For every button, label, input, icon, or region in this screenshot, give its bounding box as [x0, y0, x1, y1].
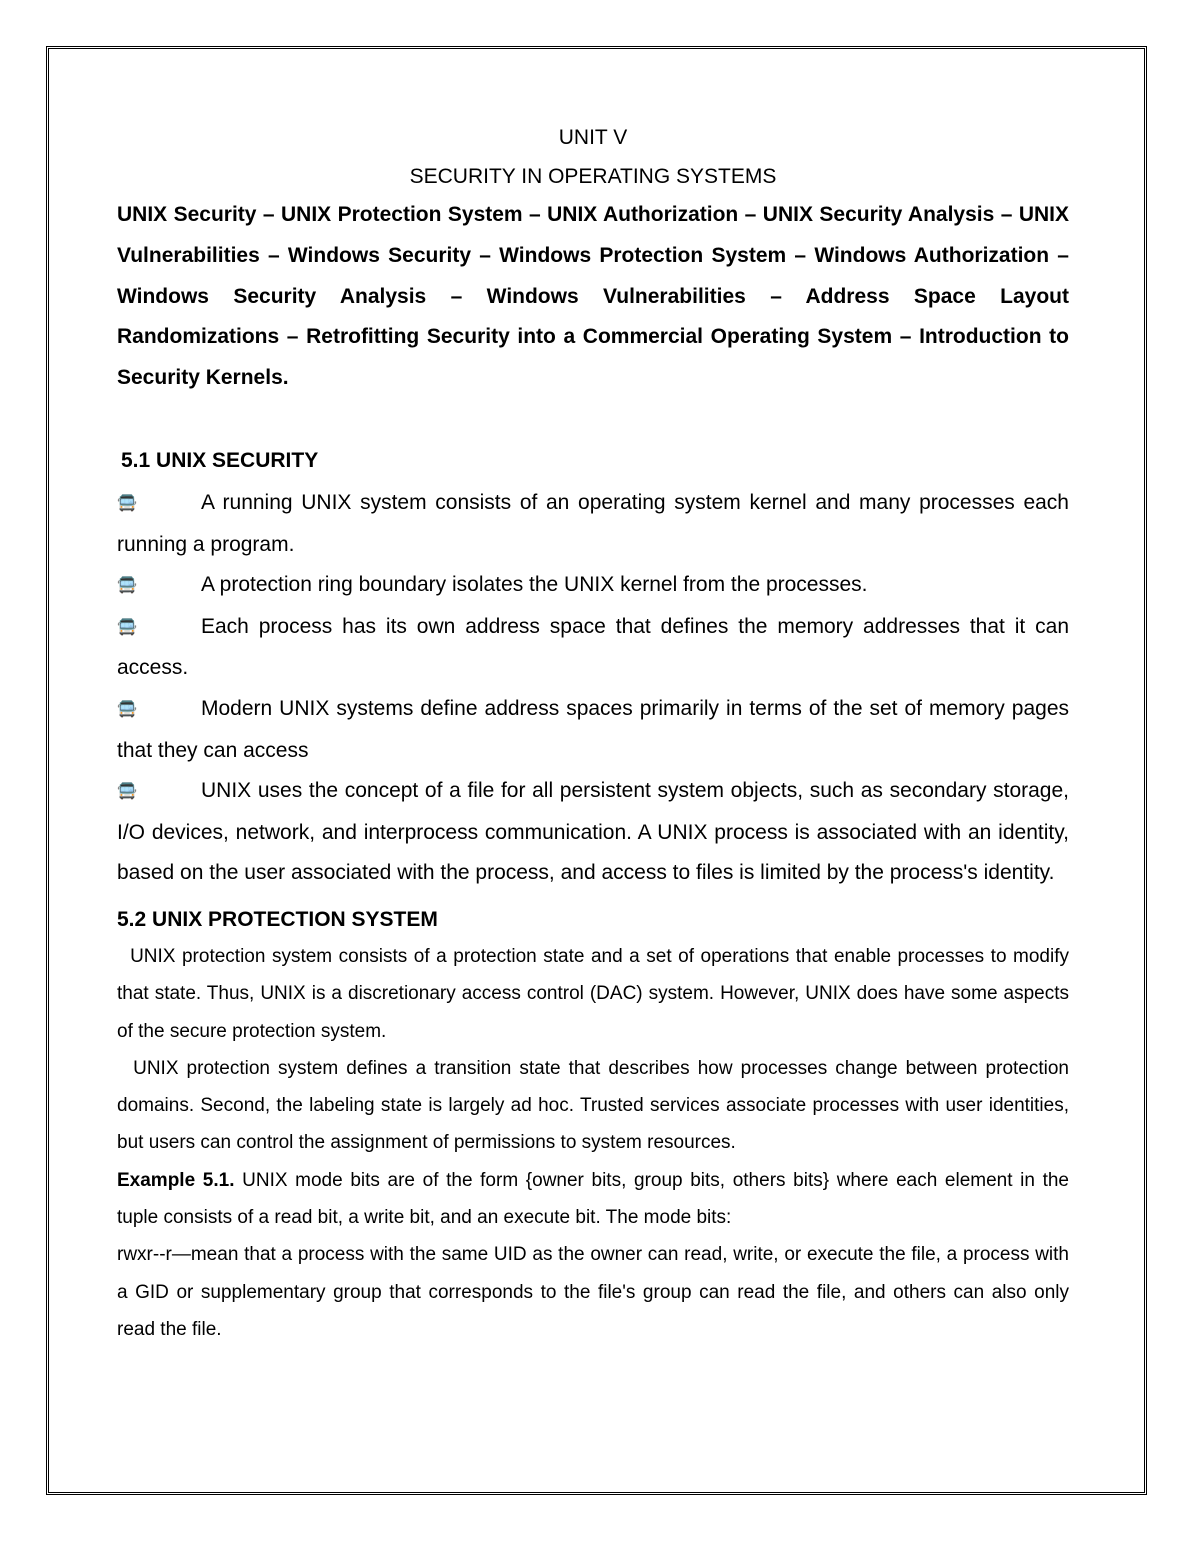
unit-subtitle: SECURITY IN OPERATING SYSTEMS: [409, 165, 777, 188]
list-item: [117, 483, 1069, 565]
example-paragraph: [117, 1162, 1069, 1237]
list-item: [117, 771, 1069, 894]
bullet-text: A protection ring boundary isolates the UNIX kernel from the processes.: [201, 573, 868, 597]
bullet-text: UNIX uses the concept of a file for all persistent system objects, such as secondary storage, I/O devices, network, and interprocess communication. A UNIX process is associated with an identity, based on the user associated with the process, and access to files is limited by the process's identity.: [117, 779, 1069, 885]
protection-system-paragraph: [117, 938, 1069, 1050]
syllabus-topics: UNIX Security – UNIX Protection System – UNIX Authorization – UNIX Security Analysis – UNIX Vulnerabilities – Windows Security – Windows Protection System – Windows Authorization – Windows Security Analysis – Windows Vulnerabilities – Address Space Layout Randomizations – Retrofitting Security into a Commercial Operating System – Introduction to Security Kernels.: [117, 203, 1069, 390]
bus-icon: 🚍: [117, 700, 137, 718]
bus-icon: 🚍: [117, 494, 137, 512]
paragraph-text: UNIX protection system defines a transition state that describes how processes change between protection domains. Second, the labeling state is largely ad hoc. Trusted services associate processes with user identities, but users can control the assignment of permissions to system resources.: [117, 1057, 1069, 1154]
transition-state-paragraph: [117, 1050, 1069, 1162]
example-text: UNIX mode bits are of the form {owner bits, group bits, others bits} where each element in the tuple consists of a read bit, a write bit, and an execute bit. The mode bits:: [117, 1169, 1069, 1228]
list-item: [117, 689, 1069, 771]
bullet-text: Each process has its own address space that defines the memory addresses that it can access.: [117, 614, 1069, 680]
bus-icon: 🚍: [117, 783, 137, 801]
list-item: [117, 607, 1069, 689]
paragraph-text: UNIX protection system consists of a protection state and a set of operations that enable processes to modify that state. Thus, UNIX is a discretionary access control (DAC) system. However, UNIX does have some aspects of the secure protection system.: [117, 945, 1070, 1042]
unit-title: UNIT V: [558, 126, 628, 149]
bus-icon: 🚍: [117, 618, 137, 636]
section-heading-5-2: 5.2 UNIX PROTECTION SYSTEM: [117, 907, 438, 931]
document-content: [117, 124, 1069, 1348]
example-label: Example 5.1.: [117, 1169, 235, 1191]
bus-icon: 🚍: [117, 577, 137, 595]
unix-security-bullet-list: [117, 483, 1069, 894]
bullet-text: Modern UNIX systems define address spaces primarily in terms of the set of memory pages that they can access: [117, 696, 1069, 762]
list-item: [117, 565, 1069, 607]
bullet-text: A running UNIX system consists of an operating system kernel and many processes each running a program.: [117, 490, 1069, 556]
section-heading-5-1: 5.1 UNIX SECURITY: [121, 448, 319, 472]
mode-bits-paragraph: rwxr--r—mean that a process with the same UID as the owner can read, write, or execute the file, a process with a GID or supplementary group that corresponds to the file's group can read the file, and others can also only read the file.: [117, 1244, 1069, 1340]
